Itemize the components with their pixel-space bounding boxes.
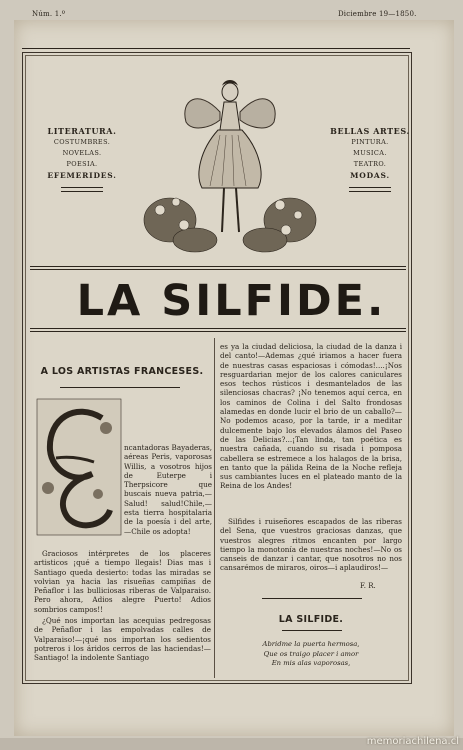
watermark: memoriachilena.cl: [366, 736, 459, 747]
top-rule: [22, 48, 410, 49]
issue-date: Diciembre 19—1850.: [338, 10, 417, 18]
sylph-bodice: [220, 102, 240, 130]
title-rule-top: [30, 266, 406, 270]
sylph-head: [222, 83, 238, 101]
article-right-column: es ya la ciudad deliciosa, la ciudad de la danza i del canto!—Ademas ¿qué iriamos a hacer fuera de nuestras casas espaciosas i cómodas!....¡Nos resguardarian mejor de los calores caniculares esos techos rústicos i desmantelados de las silenciosas chacras? ¡No tenemos aquí cerca, en los caminos de Colina i del Salto frondosas alamedas en donde lucir el brio de un caballo?—No podemos acaso, por la tarde, ir a meditar dulcemente bajo los elevados álamos del Paseo de las Delicias?...¡Tan linda, tan poética es nuestra cañada, cuando su risada i pomposa cabellera se estremece a los halagos de la brisa, en tanto que la pálida Reina de la Noche refleja sus cambiantes luces en el plateado manto de la Reina de los Andes!: [220, 342, 402, 491]
poem-line: En mis alas vaporosas,: [271, 659, 351, 667]
ornament-right: [349, 187, 391, 192]
poem-rule: [282, 630, 342, 631]
poem-heading: LA SILFIDE.: [278, 614, 344, 625]
poem-rule-top: [262, 598, 362, 599]
article-signature: F. R.: [360, 582, 376, 590]
issue-number: Núm. 1.º: [32, 10, 66, 18]
poem-line: Abridme la puerta hermosa,: [262, 640, 360, 648]
section-musica: MUSICA.: [353, 149, 387, 157]
initial-letter-e: [36, 398, 122, 536]
poem-verse: [220, 640, 402, 669]
section-modas: MODAS.: [350, 171, 390, 180]
sylph-skirt: [199, 130, 261, 188]
section-costumbres: COSTUMBRES.: [53, 138, 111, 146]
section-pintura: PINTURA.: [351, 138, 389, 146]
article-paragraph-2: Graciosos intérpretes de los placeres artisticos ¡qué a tiempo llegais! Dias mas i Santiago queda desierto: todas las miradas se volvian ya hacia las risueñas campiñas de Peñaflor i las bulliciosas riberas de Valparaiso. Pero ahora, Adios alegre Puerto! Adios sombrios campos!!: [34, 549, 211, 614]
section-literatura: LITERATURA.: [47, 126, 117, 136]
section-novelas: NOVELAS.: [62, 149, 102, 157]
right-sections: [320, 126, 420, 192]
sylph-illustration: [140, 70, 320, 255]
section-teatro: TEATRO.: [353, 160, 387, 168]
newspaper-title: LA SILFIDE.: [76, 276, 387, 326]
column-divider: [214, 338, 215, 678]
article-heading: A LOS ARTISTAS FRANCESES.: [40, 366, 204, 377]
article-closing: Silfides i ruiseñores escapados de las riberas del Sena, que vuestros graciosas danzas, que vuestros alegres ritmos encanten por largo tiempo la monotonía de nuestras noches!—No os canseis de danzar i cantar, que nosotros no nos cansarémos de miraros, oiros—i aplaudiros!—: [220, 517, 402, 573]
left-sections: [32, 126, 132, 192]
heading-rule: [60, 387, 180, 388]
ornament-left: [61, 187, 103, 192]
section-efemerides: EFEMERIDES.: [47, 171, 117, 180]
title-rule-bottom: [30, 328, 406, 332]
article-intro: ncantadoras Bayaderas, aéreas Peris, vaporosas Willis, a vosotros hijos de Euterpe i Therpsicore que buscais nueva patria,—Salud! salud!Chile,—esta tierra hospitalaria de la poesía i del arte,—Chile os adopta!: [124, 443, 212, 536]
poem-line: Que os traigo placer i amor: [263, 649, 359, 658]
flower-bushes: [144, 198, 316, 252]
section-poesia: POESIA.: [66, 160, 98, 168]
article-paragraph-3: ¿Qué nos importan las acequias pedregosas de Peñaflor i las empolvadas calles de Valparaiso!—¡qué nos importan los sedientos potreros i los áridos cerros de las haciendas!—Santiago! la indolente Santiago: [34, 616, 211, 663]
section-bellas-artes: BELLAS ARTES.: [330, 126, 410, 136]
